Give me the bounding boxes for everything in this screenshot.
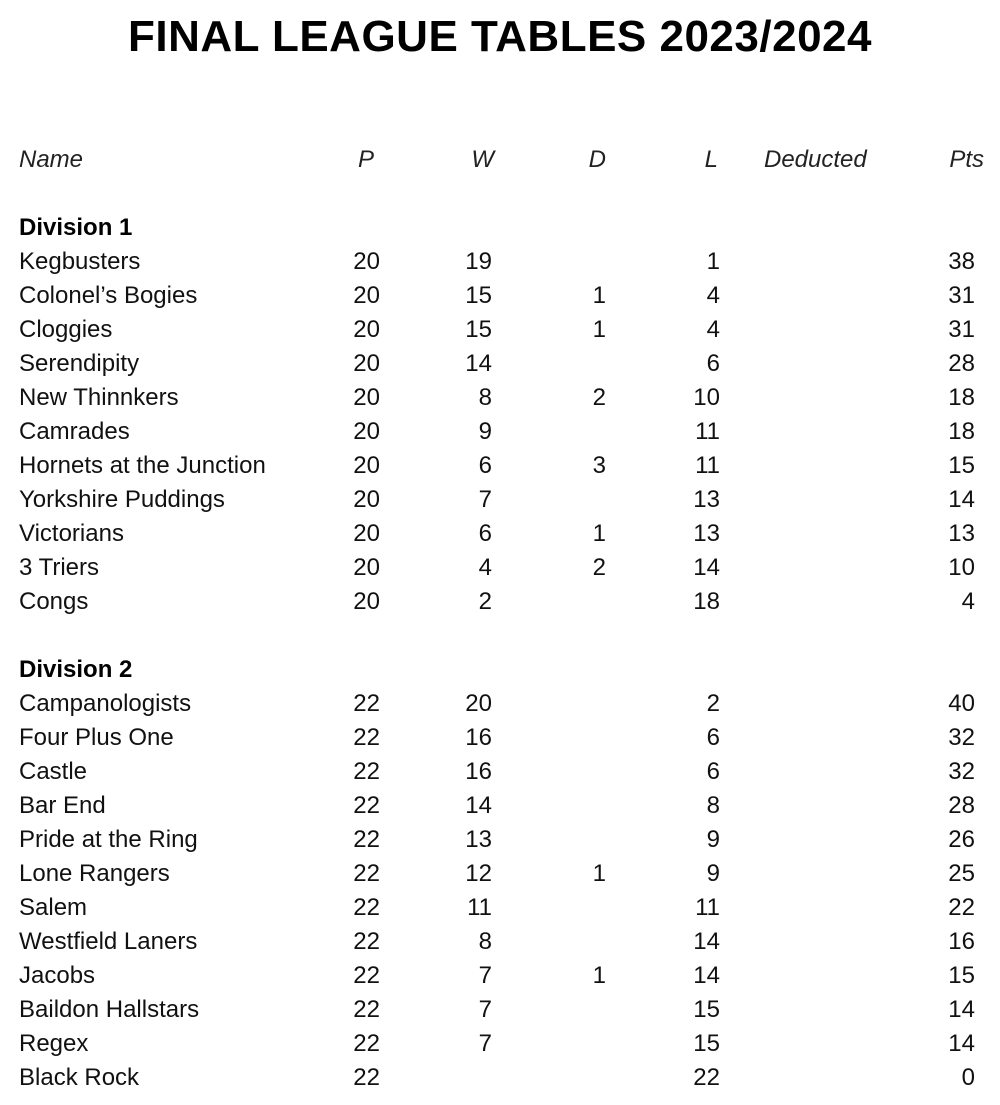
won: 16 (465, 724, 492, 751)
lost: 11 (695, 418, 720, 445)
table-row (0, 585, 1000, 619)
lost: 4 (706, 282, 720, 309)
column-header-deducted: Deducted (764, 146, 867, 173)
team-name: Serendipity (19, 350, 140, 377)
table-row (0, 279, 1000, 313)
lost: 11 (695, 452, 720, 479)
played: 20 (353, 384, 380, 411)
points: 18 (948, 384, 975, 411)
team-name: Victorians (19, 520, 124, 547)
won: 15 (465, 282, 492, 309)
drawn: 1 (592, 282, 606, 309)
played: 20 (353, 486, 380, 513)
played: 22 (353, 758, 380, 785)
played: 20 (353, 588, 380, 615)
table-row (0, 381, 1000, 415)
drawn: 1 (592, 860, 606, 887)
table-row (0, 755, 1000, 789)
table-row (0, 449, 1000, 483)
table-row (0, 789, 1000, 823)
team-name: Baildon Hallstars (19, 996, 200, 1023)
table-row (0, 415, 1000, 449)
played: 22 (353, 928, 380, 955)
lost: 14 (693, 554, 720, 581)
played: 22 (353, 690, 380, 717)
drawn: 1 (592, 520, 606, 547)
table-row (0, 551, 1000, 585)
played: 22 (353, 1064, 380, 1091)
column-header-won: W (471, 146, 494, 173)
played: 20 (353, 350, 380, 377)
team-name: Jacobs (19, 962, 96, 989)
won: 16 (465, 758, 492, 785)
points: 25 (948, 860, 975, 887)
played: 20 (353, 248, 380, 275)
won: 19 (465, 248, 492, 275)
team-name: New Thinnkers (19, 384, 179, 411)
lost: 9 (706, 860, 720, 887)
table-row (0, 1027, 1000, 1061)
played: 22 (353, 894, 380, 921)
table-row (0, 857, 1000, 891)
team-name: 3 Triers (19, 554, 100, 581)
played: 20 (353, 282, 380, 309)
table-row (0, 993, 1000, 1027)
won: 2 (478, 588, 492, 615)
won: 13 (465, 826, 492, 853)
lost: 2 (706, 690, 720, 717)
points: 32 (948, 724, 975, 751)
table-row (0, 959, 1000, 993)
points: 31 (948, 282, 975, 309)
table-row (0, 721, 1000, 755)
drawn: 2 (592, 384, 606, 411)
table-row (0, 483, 1000, 517)
team-name: Westfield Laners (19, 928, 198, 955)
column-header-lost: L (704, 146, 718, 173)
lost: 6 (706, 758, 720, 785)
points: 31 (948, 316, 975, 343)
team-name: Regex (19, 1030, 89, 1057)
team-name: Salem (19, 894, 88, 921)
lost: 22 (693, 1064, 720, 1091)
won: 7 (478, 962, 492, 989)
page-title: FINAL LEAGUE TABLES 2023/2024 (128, 12, 872, 61)
played: 22 (353, 826, 380, 853)
team-name: Black Rock (19, 1064, 140, 1091)
division-2-title: Division 2 (19, 656, 133, 683)
played: 20 (353, 418, 380, 445)
points: 28 (948, 350, 975, 377)
lost: 13 (693, 486, 720, 513)
team-name: Lone Rangers (19, 860, 170, 887)
played: 22 (353, 1030, 380, 1057)
team-name: Colonel’s Bogies (19, 282, 198, 309)
played: 20 (353, 452, 380, 479)
points: 14 (948, 996, 975, 1023)
won: 12 (465, 860, 492, 887)
team-name: Castle (19, 758, 88, 785)
played: 20 (353, 554, 380, 581)
team-name: Cloggies (19, 316, 113, 343)
table-row (0, 925, 1000, 959)
points: 10 (948, 554, 975, 581)
team-name: Hornets at the Junction (19, 452, 266, 479)
points: 4 (961, 588, 975, 615)
won: 15 (465, 316, 492, 343)
won: 4 (478, 554, 492, 581)
lost: 4 (706, 316, 720, 343)
points: 14 (948, 1030, 975, 1057)
drawn: 3 (592, 452, 606, 479)
won: 8 (478, 928, 492, 955)
points: 14 (948, 486, 975, 513)
table-header (0, 143, 1000, 177)
drawn: 1 (592, 962, 606, 989)
won: 14 (465, 350, 492, 377)
won: 9 (478, 418, 492, 445)
table-row (0, 1061, 1000, 1095)
won: 8 (478, 384, 492, 411)
points: 38 (948, 248, 975, 275)
table-row (0, 823, 1000, 857)
points: 0 (961, 1064, 975, 1091)
played: 22 (353, 996, 380, 1023)
column-header-name: Name (19, 146, 84, 173)
column-header-points: Pts (949, 146, 984, 173)
points: 18 (948, 418, 975, 445)
table-row (0, 891, 1000, 925)
team-name: Campanologists (19, 690, 192, 717)
lost: 14 (693, 928, 720, 955)
table-row (0, 313, 1000, 347)
points: 40 (948, 690, 975, 717)
column-header-drawn: D (588, 146, 606, 173)
points: 28 (948, 792, 975, 819)
won: 14 (465, 792, 492, 819)
points: 32 (948, 758, 975, 785)
table-row (0, 347, 1000, 381)
team-name: Kegbusters (19, 248, 141, 275)
drawn: 1 (592, 316, 606, 343)
points: 13 (948, 520, 975, 547)
lost: 8 (706, 792, 720, 819)
column-header-played: P (357, 146, 374, 173)
lost: 13 (693, 520, 720, 547)
lost: 15 (693, 1030, 720, 1057)
points: 26 (948, 826, 975, 853)
lost: 9 (706, 826, 720, 853)
table-row (0, 245, 1000, 279)
won: 6 (478, 520, 492, 547)
points: 16 (948, 928, 975, 955)
lost: 15 (693, 996, 720, 1023)
played: 22 (353, 962, 380, 989)
team-name: Yorkshire Puddings (19, 486, 225, 513)
drawn: 2 (592, 554, 606, 581)
division-1-title: Division 1 (19, 214, 133, 241)
played: 20 (353, 316, 380, 343)
won: 7 (478, 1030, 492, 1057)
team-name: Pride at the Ring (19, 826, 198, 853)
lost: 6 (706, 350, 720, 377)
won: 11 (467, 894, 492, 921)
won: 20 (465, 690, 492, 717)
team-name: Congs (19, 588, 89, 615)
team-name: Camrades (19, 418, 130, 445)
points: 22 (948, 894, 975, 921)
table-row (0, 687, 1000, 721)
won: 7 (478, 996, 492, 1023)
won: 7 (478, 486, 492, 513)
team-name: Bar End (19, 792, 106, 819)
played: 22 (353, 860, 380, 887)
points: 15 (948, 962, 975, 989)
team-name: Four Plus One (19, 724, 174, 751)
played: 22 (353, 792, 380, 819)
lost: 10 (693, 384, 720, 411)
points: 15 (948, 452, 975, 479)
won: 6 (478, 452, 492, 479)
table-row (0, 517, 1000, 551)
played: 20 (353, 520, 380, 547)
lost: 14 (693, 962, 720, 989)
lost: 18 (693, 588, 720, 615)
lost: 6 (706, 724, 720, 751)
played: 22 (353, 724, 380, 751)
lost: 1 (706, 248, 720, 275)
lost: 11 (695, 894, 720, 921)
